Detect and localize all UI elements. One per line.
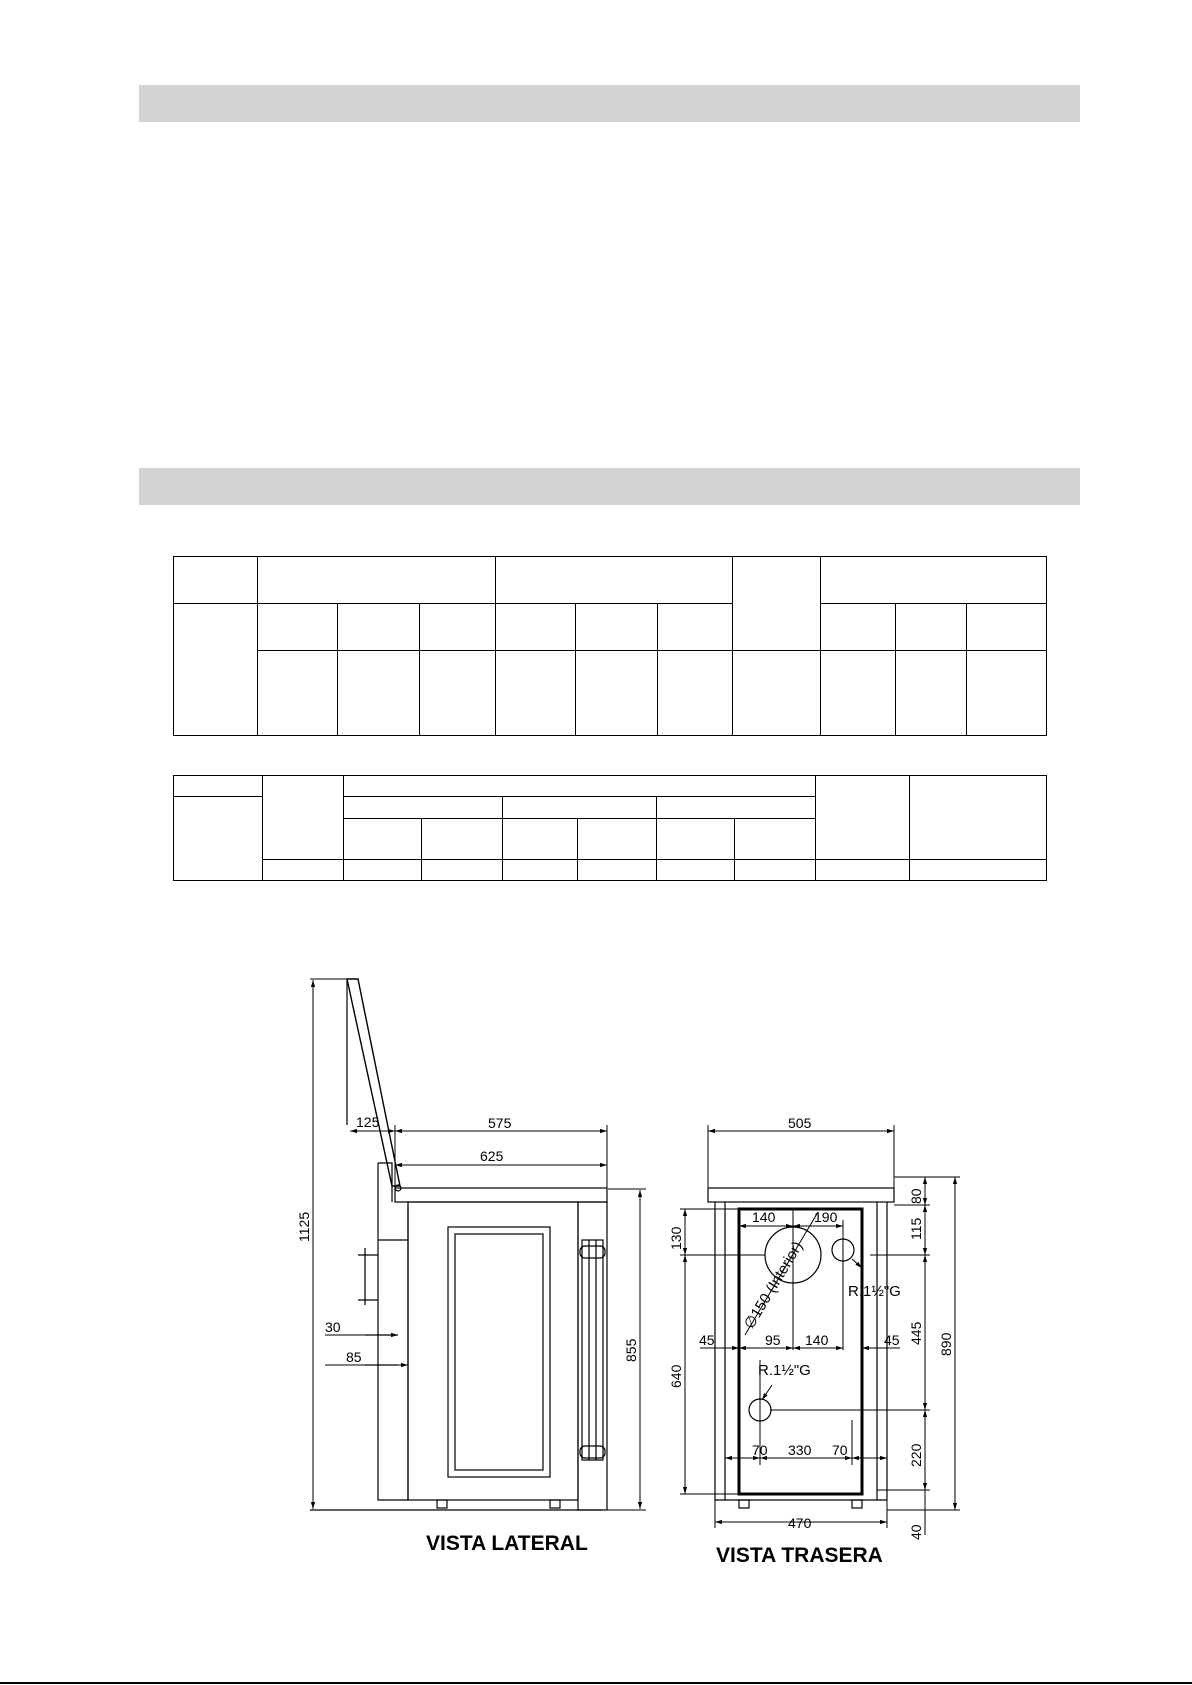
table-cell (910, 860, 1047, 881)
table-cell (821, 651, 896, 736)
table-cell (821, 604, 896, 651)
section-header-band-1 (139, 85, 1080, 122)
table-cell (496, 651, 576, 736)
table-cell (578, 860, 657, 881)
dim-label-45-right: 45 (884, 1332, 900, 1348)
table-cell (503, 819, 578, 860)
table-cell (338, 604, 420, 651)
dim-label-115: 115 (908, 1217, 924, 1240)
dim-label-625: 625 (480, 1148, 504, 1164)
table-cell (496, 604, 576, 651)
table-cell (735, 860, 816, 881)
table-cell (174, 797, 263, 881)
section-header-band-2 (139, 468, 1080, 505)
dim-label-505: 505 (788, 1115, 812, 1131)
table-cell (503, 797, 657, 819)
dim-label-125: 125 (356, 1114, 380, 1130)
table-cell (896, 604, 967, 651)
table-cell (344, 860, 422, 881)
side-view (310, 979, 607, 1510)
dim-label-575: 575 (488, 1115, 512, 1131)
dim-label-140-mid: 140 (805, 1332, 829, 1348)
dim-label-130: 130 (668, 1226, 684, 1250)
table-cell (658, 604, 733, 651)
dim-label-140-top: 140 (752, 1209, 776, 1225)
table-cell (174, 776, 263, 797)
side-view-title: VISTA LATERAL (426, 1532, 588, 1555)
table-cell (816, 860, 910, 881)
connection-label-bottom: R.1½"G (758, 1362, 811, 1379)
table-cell (338, 651, 420, 736)
table-cell (735, 819, 816, 860)
table-cell (258, 604, 338, 651)
table-cell (733, 557, 821, 651)
table-cell (420, 604, 496, 651)
table-cell (816, 776, 910, 860)
table-cell (733, 651, 821, 736)
table-cell (420, 651, 496, 736)
table-cell (503, 860, 578, 881)
dim-label-70-right: 70 (832, 1442, 848, 1458)
rear-dim-labels (668, 1115, 954, 1540)
table-cell (344, 797, 503, 819)
table-cell (422, 860, 503, 881)
table-cell (657, 819, 735, 860)
table-cell (657, 860, 735, 881)
table-cell (174, 557, 258, 604)
dim-label-70-left: 70 (752, 1442, 768, 1458)
table-cell (576, 604, 658, 651)
dim-label-330: 330 (788, 1442, 812, 1458)
table-cell (174, 604, 258, 736)
spec-table-2 (173, 775, 1047, 881)
dim-label-30: 30 (325, 1319, 341, 1335)
dim-label-85: 85 (346, 1349, 362, 1365)
connection-label-top: R.1½"G (848, 1283, 901, 1300)
table-cell (657, 797, 816, 819)
table-cell (422, 819, 503, 860)
dim-label-40: 40 (908, 1524, 924, 1540)
flue-diameter-label: ∅150 (Interior) (740, 1238, 807, 1333)
dim-label-80: 80 (908, 1188, 924, 1204)
table-cell (263, 860, 344, 881)
table-cell (258, 651, 338, 736)
table-cell (576, 651, 658, 736)
table-cell (896, 651, 967, 736)
rear-view-title: VISTA TRASERA (716, 1544, 883, 1567)
table-cell (263, 776, 344, 860)
dim-label-640: 640 (668, 1364, 684, 1388)
dim-label-190: 190 (814, 1209, 838, 1225)
table-cell (344, 776, 816, 797)
dim-label-855: 855 (623, 1338, 639, 1362)
dim-label-220: 220 (908, 1443, 924, 1467)
table-cell (578, 819, 657, 860)
table-cell (258, 557, 496, 604)
page-bottom-rule (0, 1682, 1192, 1684)
dim-label-890: 890 (938, 1332, 954, 1356)
dim-label-470: 470 (788, 1515, 812, 1531)
dim-label-45-left: 45 (699, 1332, 715, 1348)
table-cell (967, 604, 1047, 651)
table-cell (821, 557, 1047, 604)
dim-label-95: 95 (765, 1332, 781, 1348)
technical-drawing (290, 970, 970, 1570)
table-cell (658, 651, 733, 736)
dim-label-445: 445 (908, 1321, 924, 1345)
table-cell (910, 776, 1047, 860)
table-cell (344, 819, 422, 860)
table-cell (496, 557, 733, 604)
dim-label-total-height: 1125 (296, 1211, 312, 1242)
table-cell (967, 651, 1047, 736)
spec-table-1 (173, 556, 1047, 736)
